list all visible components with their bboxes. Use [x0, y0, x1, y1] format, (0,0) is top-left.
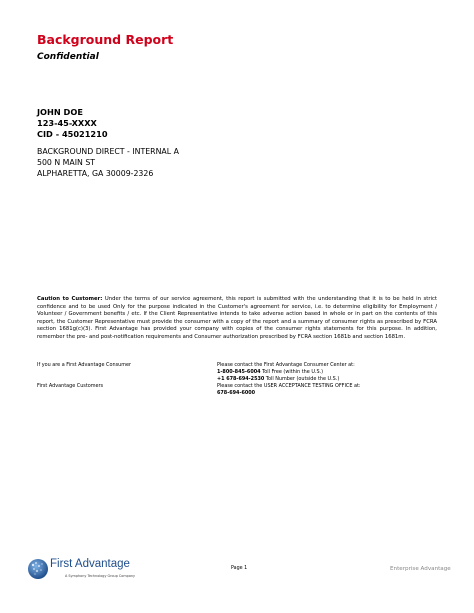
logo-wordmark: First Advantage	[50, 558, 130, 570]
caution-text: Under the terms of our service agreement, this report is submitted with the understanding that it is to be held in strict confidence and to be used Only for the purpose indicated in the Customer's agreement for service, i.e. to determine eligibility for Employment / Volunteer / Government benefits / etc. If the Client Representative intends to take adverse action based in whole or in part on the contents of this report, the Customer Representative must provide the consumer with a copy of the report and a summary of consumer rights as prescribed by FCRA section 1681g(c)(3). First Advantage has provided your company with copies of the consumer rights statements for this purpose. In addition, remember the pre- and post-notification requirements and Consumer authorization prescribed by FCRA section 1681b and section 1681m.	[37, 296, 437, 340]
first-advantage-logo	[27, 557, 157, 587]
phone-toll: +1 678-694-2530	[217, 376, 265, 382]
consumer-contact	[217, 362, 355, 383]
phone-tollfree: 1-800-845-6004	[217, 369, 261, 375]
report-subtitle: Confidential	[37, 52, 99, 62]
subject-cid: CID - 45021210	[37, 129, 108, 139]
subject-name: JOHN DOE	[37, 107, 83, 117]
consumer-phone-tollfree: 1-800-845-6004 Toll Free (within the U.S.)	[217, 369, 324, 375]
report-title: Background Report	[37, 32, 174, 47]
customer-contact	[217, 383, 361, 397]
consumer-label: If you are a First Advantage Consumer	[37, 362, 131, 368]
page-number: Page 1	[231, 566, 248, 571]
caution-paragraph	[37, 296, 437, 341]
subject-ssn: 123-45-XXXX	[37, 118, 97, 128]
customer-phone: 678-694-6000	[217, 390, 256, 396]
customer-intro: Please contact the USER ACCEPTANCE TESTING OFFICE at:	[217, 383, 361, 389]
globe-icon	[27, 557, 49, 581]
address-line-1: BACKGROUND DIRECT - INTERNAL A	[37, 147, 179, 156]
logo-tagline: A Symphony Technology Group Company	[65, 574, 136, 578]
customer-label: First Advantage Customers	[37, 383, 104, 389]
caution-label: Caution to Customer:	[37, 296, 103, 302]
address-line-2: 500 N MAIN ST	[37, 158, 96, 167]
address-block	[37, 146, 179, 179]
subject-block	[37, 107, 108, 140]
address-line-3: ALPHARETTA, GA 30009-2326	[37, 169, 154, 178]
consumer-intro: Please contact the First Advantage Consumer Center at:	[217, 362, 355, 368]
consumer-phone-toll: +1 678-694-2530 Toll Number (outside the U.S.)	[217, 376, 340, 382]
footer-product: Enterprise Advantage	[390, 566, 451, 572]
